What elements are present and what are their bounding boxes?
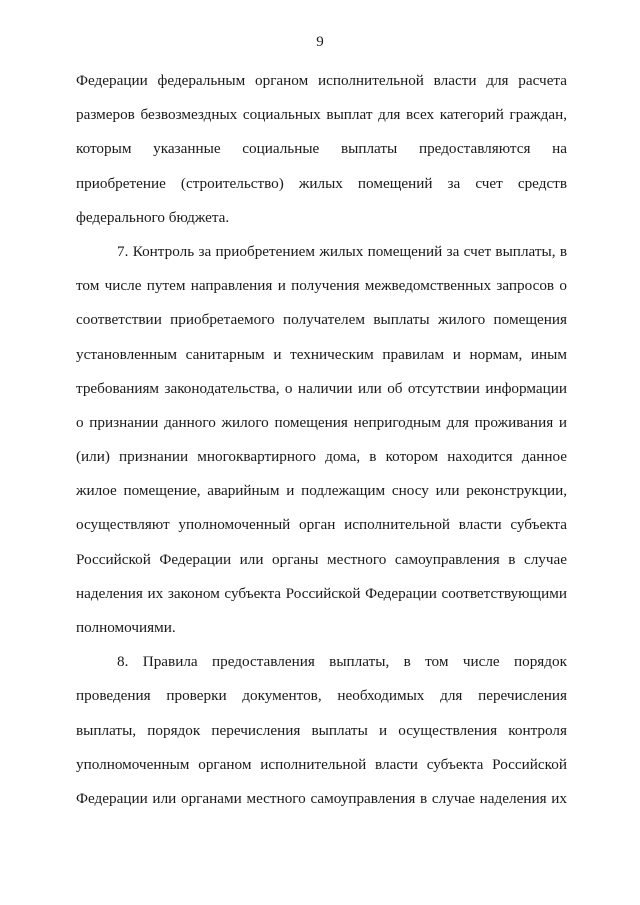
text-line: уполномоченным органом исполнительной власти субъекта Российской [76, 755, 567, 773]
paragraph-item-7 [76, 242, 567, 652]
paragraph-continuation [76, 71, 567, 242]
page-number: 9 [316, 34, 324, 50]
text-line: федерального бюджета. [76, 208, 230, 226]
text-line: Федерации федеральным органом исполнительной власти для расчета [76, 72, 567, 89]
text-line: проведения проверки документов, необходимых для перечисления [76, 687, 567, 705]
text-line: Российской Федерации или органы местного самоуправления в случае [76, 550, 567, 568]
text-line: установленным санитарным и техническим правилам и нормам, иным [76, 345, 567, 363]
text-line: жилое помещение, аварийным и подлежащим сносу или реконструкции, [76, 482, 567, 500]
document-body [76, 71, 567, 823]
text-line: размеров безвозмездных социальных выплат для всех категорий граждан, [76, 106, 567, 124]
text-line: Федерации или органами местного самоуправления в случае наделения их [76, 789, 567, 807]
text-line: выплаты, порядок перечисления выплаты и осуществления контроля [76, 721, 567, 739]
text-line: том числе путем направления и получения межведомственных запросов о [76, 277, 567, 295]
text-line: 8. Правила предоставления выплаты, в том числе порядок [117, 653, 567, 671]
text-line: осуществляют уполномоченный орган исполнительной власти субъекта [76, 516, 567, 534]
text-line: приобретение (строительство) жилых помещений за счет средств [76, 174, 567, 192]
text-line: требованиям законодательства, о наличии или об отсутствии информации [76, 379, 567, 397]
text-line: полномочиями. [76, 619, 176, 636]
text-line: соответствии приобретаемого получателем выплаты жилого помещения [76, 311, 567, 329]
paragraph-item-8 [76, 652, 567, 823]
text-line: наделения их законом субъекта Российской Федерации соответствующими [76, 584, 567, 602]
text-line: 7. Контроль за приобретением жилых помещений за счет выплаты, в [117, 242, 567, 260]
text-line: о признании данного жилого помещения непригодным для проживания и [76, 413, 567, 431]
text-line: которым указанные социальные выплаты предоставляются на [76, 140, 567, 158]
text-line: (или) признании многоквартирного дома, в котором находится данное [76, 448, 567, 466]
